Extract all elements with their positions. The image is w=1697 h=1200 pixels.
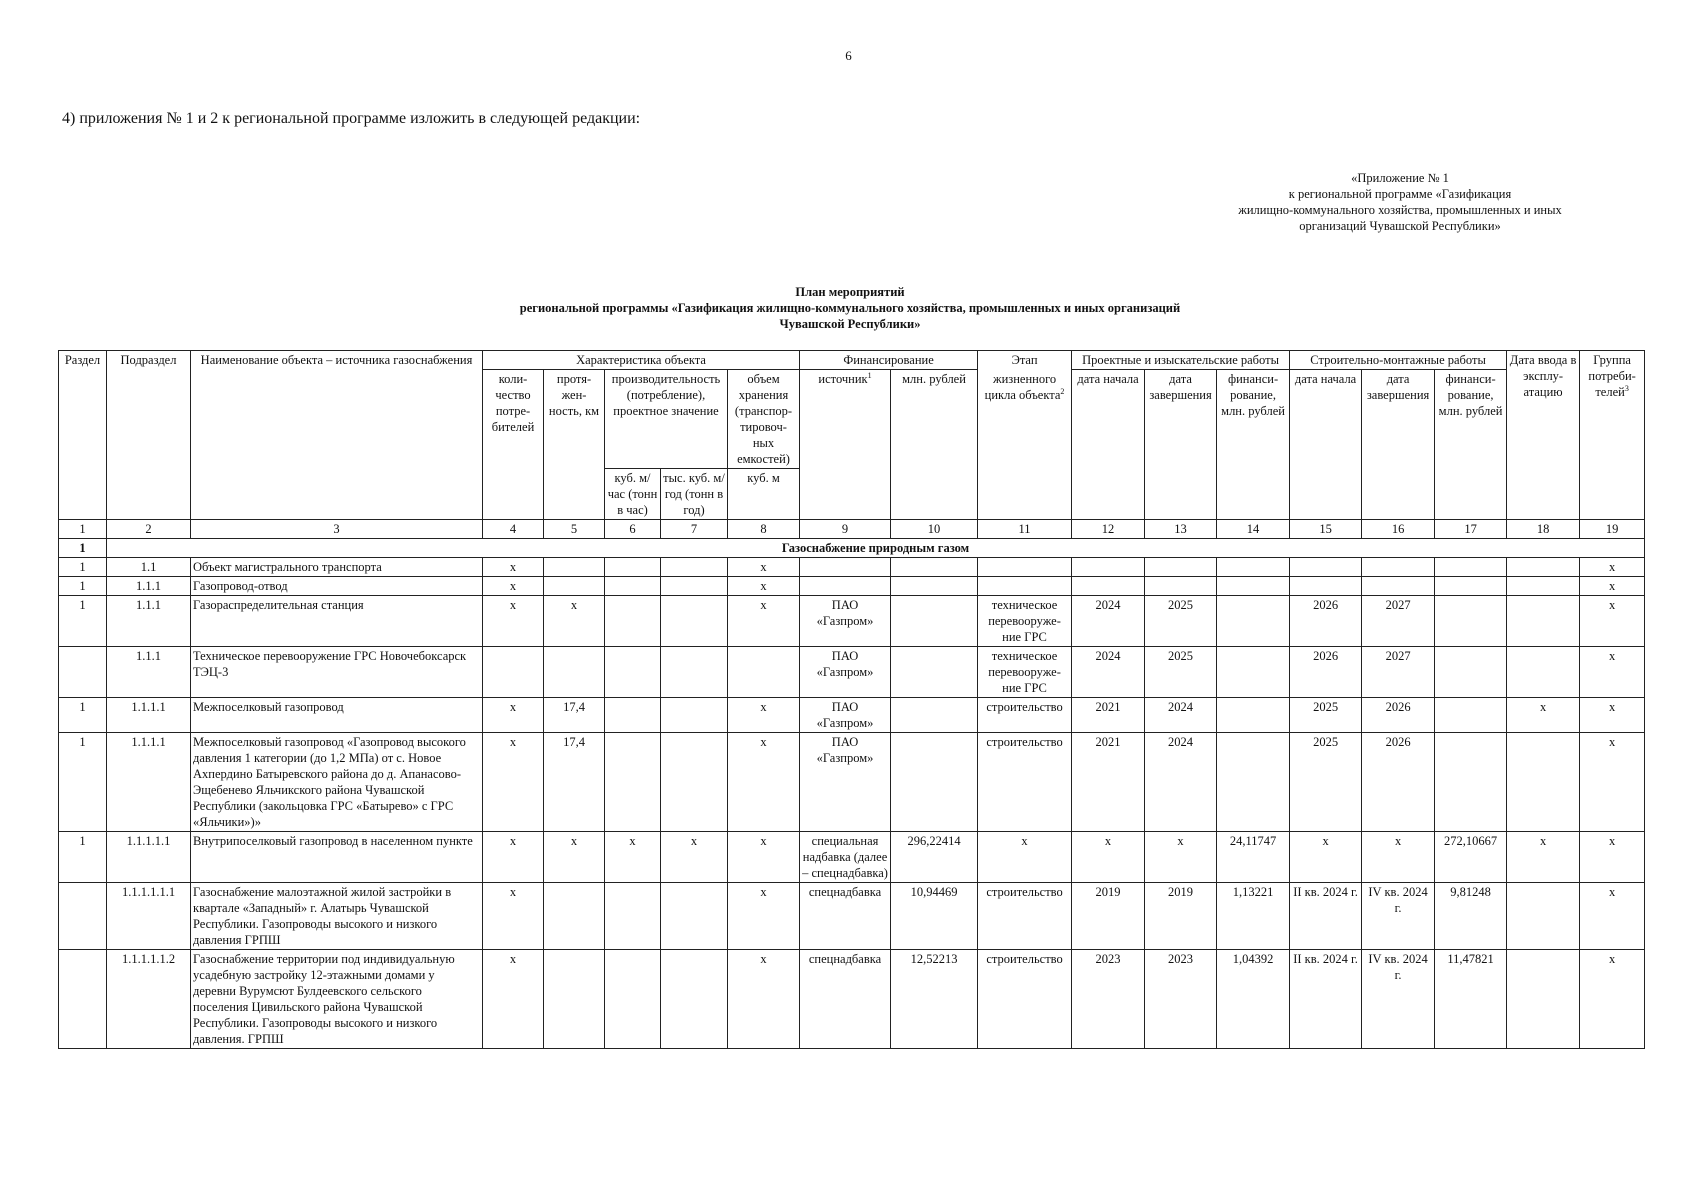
table-cell: 1.1.1.1.1.2 — [107, 950, 191, 1049]
column-number: 10 — [891, 520, 978, 539]
table-cell: 2024 — [1072, 647, 1145, 698]
column-number: 14 — [1217, 520, 1290, 539]
table-cell: х — [483, 698, 544, 733]
table-cell — [605, 596, 661, 647]
table-cell: Внутрипоселковый газопровод в населенном пункте — [191, 832, 483, 883]
table-cell: Газоснабжение территории под индивидуальную усадебную застройку 12-этажными домами у деревни Вурумсют Булдеевского сельского поселения Цивильского района Чувашской Республики. Газопроводы высокого и низкого давления. ГРПШ — [191, 950, 483, 1049]
table-cell: IV кв. 2024 г. — [1362, 950, 1435, 1049]
footnote-2: 2 — [1060, 386, 1065, 396]
table-cell: Межпоселковый газопровод — [191, 698, 483, 733]
table-cell: х — [605, 832, 661, 883]
table-cell — [1290, 558, 1362, 577]
table-cell: 2026 — [1290, 647, 1362, 698]
section-row — [59, 539, 1645, 558]
table-cell — [59, 950, 107, 1049]
table-cell: II кв. 2024 г. — [1290, 883, 1362, 950]
column-number: 18 — [1507, 520, 1580, 539]
table-cell: 1.1.1 — [107, 577, 191, 596]
header-capacity: производительность (потребление), проектное значение — [605, 370, 728, 469]
table-cell — [1507, 577, 1580, 596]
table-cell — [1435, 647, 1507, 698]
table-cell: х — [728, 733, 800, 832]
table-row — [59, 577, 1645, 596]
table-cell — [661, 698, 728, 733]
table-cell: 1.1.1.1 — [107, 698, 191, 733]
table-cell: 2026 — [1362, 733, 1435, 832]
table-cell: 1 — [59, 698, 107, 733]
footnote-3: 3 — [1624, 383, 1629, 393]
table-cell: х — [1580, 950, 1645, 1049]
table-cell: строительство — [978, 733, 1072, 832]
table-cell: х — [544, 596, 605, 647]
table-cell — [1507, 596, 1580, 647]
table-cell: Газопровод-отвод — [191, 577, 483, 596]
intro-text: 4) приложения № 1 и 2 к региональной программе изложить в следующей редакции: — [62, 110, 641, 127]
table-cell: ПАО «Газпром» — [800, 698, 891, 733]
table-cell: 2023 — [1072, 950, 1145, 1049]
header-design-works: Проектные и изыскательские работы — [1072, 351, 1290, 370]
table-cell — [800, 558, 891, 577]
header-stage: Этап — [978, 351, 1072, 370]
table-cell: 1.1.1.1.1.1 — [107, 883, 191, 950]
column-number: 1 — [59, 520, 107, 539]
header-design-finance: финанси-рование, млн. рублей — [1217, 370, 1290, 520]
page-number: 6 — [845, 48, 852, 63]
table-cell: техническое перевооруже-ние ГРС — [978, 596, 1072, 647]
column-number: 5 — [544, 520, 605, 539]
table-cell — [728, 647, 800, 698]
table-cell: 12,52213 — [891, 950, 978, 1049]
header-construction-end: дата завершения — [1362, 370, 1435, 520]
table-cell: 1 — [59, 832, 107, 883]
table-cell: 1 — [59, 733, 107, 832]
table-cell: 1 — [59, 558, 107, 577]
appendix-line: к региональной программе «Газификация — [1288, 187, 1512, 201]
column-number: 12 — [1072, 520, 1145, 539]
table-cell — [1217, 558, 1290, 577]
table-row — [59, 832, 1645, 883]
table-cell: 1 — [59, 596, 107, 647]
header-construction-start: дата начала — [1290, 370, 1362, 520]
table-cell: 2024 — [1145, 733, 1217, 832]
table-cell: 9,81248 — [1435, 883, 1507, 950]
table-cell — [978, 577, 1072, 596]
column-number: 4 — [483, 520, 544, 539]
table-cell: 17,4 — [544, 698, 605, 733]
table-cell — [544, 577, 605, 596]
table-cell — [1217, 577, 1290, 596]
table-cell: 1,04392 — [1217, 950, 1290, 1049]
header-consumers-count: коли-чество потре-бителей — [483, 370, 544, 520]
header-cubic-m: куб. м — [728, 469, 800, 520]
table-cell — [891, 558, 978, 577]
table-cell: Газораспределительная станция — [191, 596, 483, 647]
table-cell: 1.1.1.1.1 — [107, 832, 191, 883]
header-date-input: Дата ввода в эксплу-атацию — [1507, 351, 1580, 520]
table-cell — [1217, 733, 1290, 832]
table-cell: 2026 — [1290, 596, 1362, 647]
header-characteristics: Характеристика объекта — [483, 351, 800, 370]
table-cell — [1362, 558, 1435, 577]
table-cell: 2024 — [1072, 596, 1145, 647]
table-cell: ПАО «Газпром» — [800, 733, 891, 832]
table-cell — [661, 883, 728, 950]
table-cell: х — [544, 832, 605, 883]
header-source-text: источник — [818, 372, 868, 386]
table-cell — [1362, 577, 1435, 596]
table-cell: 2019 — [1072, 883, 1145, 950]
table-cell — [1217, 647, 1290, 698]
table-cell — [661, 647, 728, 698]
table-cell: х — [728, 950, 800, 1049]
table-cell: х — [661, 832, 728, 883]
plan-table — [58, 350, 1645, 1049]
table-cell: строительство — [978, 698, 1072, 733]
table-cell — [59, 647, 107, 698]
table-cell — [1435, 733, 1507, 832]
table-cell — [978, 558, 1072, 577]
table-body — [59, 520, 1645, 1049]
header-group-text: Группа потреби-телей — [1588, 353, 1636, 399]
table-cell: х — [1580, 832, 1645, 883]
table-cell: х — [483, 950, 544, 1049]
table-cell: 1.1.1 — [107, 647, 191, 698]
table-cell: II кв. 2024 г. — [1290, 950, 1362, 1049]
table-cell: 2023 — [1145, 950, 1217, 1049]
column-number: 11 — [978, 520, 1072, 539]
table-cell — [544, 558, 605, 577]
table-cell: х — [728, 883, 800, 950]
table-cell — [891, 596, 978, 647]
table-cell — [605, 577, 661, 596]
table-cell — [661, 733, 728, 832]
header-group — [1580, 351, 1645, 520]
column-number: 15 — [1290, 520, 1362, 539]
table-cell: х — [728, 558, 800, 577]
table-cell — [891, 647, 978, 698]
appendix-line: «Приложение № 1 — [1351, 171, 1449, 185]
column-number: 17 — [1435, 520, 1507, 539]
table-cell: 2026 — [1362, 698, 1435, 733]
table-cell: Объект магистрального транспорта — [191, 558, 483, 577]
table-cell: строительство — [978, 883, 1072, 950]
table-cell — [605, 883, 661, 950]
table-cell — [605, 558, 661, 577]
table-cell — [544, 647, 605, 698]
column-number: 9 — [800, 520, 891, 539]
table-cell — [1507, 883, 1580, 950]
table-cell: х — [728, 577, 800, 596]
column-numbers-row — [59, 520, 1645, 539]
table-cell: х — [483, 733, 544, 832]
table-cell — [1290, 577, 1362, 596]
header-name: Наименование объекта – источника газоснабжения — [191, 351, 483, 520]
table-cell — [1507, 647, 1580, 698]
table-cell: х — [483, 832, 544, 883]
table-cell: х — [1580, 647, 1645, 698]
table-cell: 1.1.1.1 — [107, 733, 191, 832]
table-cell: х — [1290, 832, 1362, 883]
table-cell: 2019 — [1145, 883, 1217, 950]
table-cell: 2021 — [1072, 698, 1145, 733]
column-number: 13 — [1145, 520, 1217, 539]
header-length-km: протя-жен-ность, км — [544, 370, 605, 520]
plan-title-line: План мероприятий — [795, 285, 905, 299]
table-cell — [1507, 950, 1580, 1049]
table-cell: ПАО «Газпром» — [800, 647, 891, 698]
table-cell — [1435, 558, 1507, 577]
table-cell: 2025 — [1145, 647, 1217, 698]
table-cell: х — [728, 698, 800, 733]
table-cell: 2027 — [1362, 596, 1435, 647]
table-row — [59, 647, 1645, 698]
table-cell — [891, 733, 978, 832]
footnote-1: 1 — [867, 370, 872, 380]
table-cell: х — [1580, 577, 1645, 596]
table-cell: х — [1507, 832, 1580, 883]
table-cell: 1.1.1 — [107, 596, 191, 647]
header-source — [800, 370, 891, 520]
table-cell: 24,11747 — [1217, 832, 1290, 883]
section-number: 1 — [59, 539, 107, 558]
table-cell — [605, 733, 661, 832]
table-cell — [1072, 577, 1145, 596]
header-podrazdel: Подраздел — [107, 351, 191, 520]
table-row — [59, 596, 1645, 647]
table-cell — [1145, 558, 1217, 577]
table-cell — [661, 577, 728, 596]
table-cell: Межпоселковый газопровод «Газопровод высокого давления 1 категории (до 1,2 МПа) от с. Новое Ахпердино Батыревского района до д. Апанасово-Эщебенево Яльчикского района Чувашской Республики (закольцовка ГРС «Батырево» с ГРС «Яльчики»)» — [191, 733, 483, 832]
column-number: 16 — [1362, 520, 1435, 539]
appendix-note — [1200, 170, 1600, 234]
table-cell: х — [1580, 883, 1645, 950]
table-cell — [891, 698, 978, 733]
table-cell: х — [1145, 832, 1217, 883]
table-cell: спецнадбавка — [800, 883, 891, 950]
column-number: 8 — [728, 520, 800, 539]
column-number: 19 — [1580, 520, 1645, 539]
table-cell — [1072, 558, 1145, 577]
table-cell: IV кв. 2024 г. — [1362, 883, 1435, 950]
table-cell: х — [483, 577, 544, 596]
table-cell: х — [483, 558, 544, 577]
header-construction-works: Строительно-монтажные работы — [1290, 351, 1507, 370]
table-cell: строительство — [978, 950, 1072, 1049]
table-cell: техническое перевооруже-ние ГРС — [978, 647, 1072, 698]
table-cell: х — [978, 832, 1072, 883]
table-cell: Газоснабжение малоэтажной жилой застройки в квартале «Западный» г. Алатырь Чувашской Республики. Газопроводы высокого и низкого давления ГРПШ — [191, 883, 483, 950]
table-cell: 1,13221 — [1217, 883, 1290, 950]
header-design-start: дата начала — [1072, 370, 1145, 520]
column-number: 7 — [661, 520, 728, 539]
column-number: 3 — [191, 520, 483, 539]
table-row — [59, 698, 1645, 733]
table-cell: х — [1580, 558, 1645, 577]
table-cell — [1435, 577, 1507, 596]
table-cell: х — [1580, 733, 1645, 832]
section-title: Газоснабжение природным газом — [107, 539, 1645, 558]
table-cell — [59, 883, 107, 950]
table-cell — [661, 596, 728, 647]
table-cell — [1507, 558, 1580, 577]
table-row — [59, 733, 1645, 832]
header-construction-finance: финанси-рование, млн. рублей — [1435, 370, 1507, 520]
table-cell — [605, 698, 661, 733]
table-cell: 2021 — [1072, 733, 1145, 832]
table-cell: 296,22414 — [891, 832, 978, 883]
table-cell — [891, 577, 978, 596]
appendix-line: организаций Чувашской Республики» — [1299, 219, 1501, 233]
table-cell: х — [728, 832, 800, 883]
table-cell — [544, 883, 605, 950]
table-cell: х — [1072, 832, 1145, 883]
table-cell: х — [483, 883, 544, 950]
table-cell — [661, 558, 728, 577]
table-cell: х — [1507, 698, 1580, 733]
table-cell: 11,47821 — [1435, 950, 1507, 1049]
table-row — [59, 558, 1645, 577]
table-cell: 272,10667 — [1435, 832, 1507, 883]
header-mln-rub: млн. рублей — [891, 370, 978, 520]
plan-title-line: региональной программы «Газификация жилищно-коммунального хозяйства, промышленных и иных организаций — [519, 301, 1181, 315]
plan-title — [400, 284, 1300, 332]
table-cell: Техническое перевооружение ГРС Новочебоксарск ТЭЦ-3 — [191, 647, 483, 698]
table-cell — [1217, 596, 1290, 647]
header-financing: Финансирование — [800, 351, 978, 370]
table-cell: спецнадбавка — [800, 950, 891, 1049]
table-cell: 1.1 — [107, 558, 191, 577]
column-number: 2 — [107, 520, 191, 539]
table-cell: 10,94469 — [891, 883, 978, 950]
table-cell: х — [1580, 596, 1645, 647]
table-cell: 2025 — [1290, 698, 1362, 733]
table-cell: специальная надбавка (далее – спецнадбавка) — [800, 832, 891, 883]
table-cell: х — [728, 596, 800, 647]
table-cell: ПАО «Газпром» — [800, 596, 891, 647]
header-lifecycle-stage: жизненного цикла объекта$^2$ — [978, 370, 1072, 520]
table-cell — [1145, 577, 1217, 596]
plan-title-line: Чувашской Республики» — [779, 317, 921, 331]
table-row — [59, 950, 1645, 1049]
table-cell: 2024 — [1145, 698, 1217, 733]
table-cell — [483, 647, 544, 698]
table-cell: х — [1362, 832, 1435, 883]
table-cell: х — [1580, 698, 1645, 733]
table-cell: 1 — [59, 577, 107, 596]
header-design-end: дата завершения — [1145, 370, 1217, 520]
table-cell — [544, 950, 605, 1049]
table-cell — [1217, 698, 1290, 733]
table-cell — [605, 647, 661, 698]
table-cell: 2025 — [1145, 596, 1217, 647]
header-cubic-per-hour: куб. м/час (тонн в час) — [605, 469, 661, 520]
table-row — [59, 883, 1645, 950]
table-cell: 17,4 — [544, 733, 605, 832]
header-storage-volume: объем хранения (транспор-тировоч-ных емкостей) — [728, 370, 800, 469]
table-cell: 2027 — [1362, 647, 1435, 698]
table-cell: 2025 — [1290, 733, 1362, 832]
table-cell — [661, 950, 728, 1049]
table-cell — [1507, 733, 1580, 832]
appendix-line: жилищно-коммунального хозяйства, промышленных и иных — [1238, 203, 1562, 217]
table-cell — [1435, 596, 1507, 647]
header-razdel: Раздел — [59, 351, 107, 520]
column-number: 6 — [605, 520, 661, 539]
header-thousand-cubic-per-year: тыс. куб. м/год (тонн в год) — [661, 469, 728, 520]
table-cell — [605, 950, 661, 1049]
table-cell — [1435, 698, 1507, 733]
table-cell: х — [483, 596, 544, 647]
table-cell — [800, 577, 891, 596]
